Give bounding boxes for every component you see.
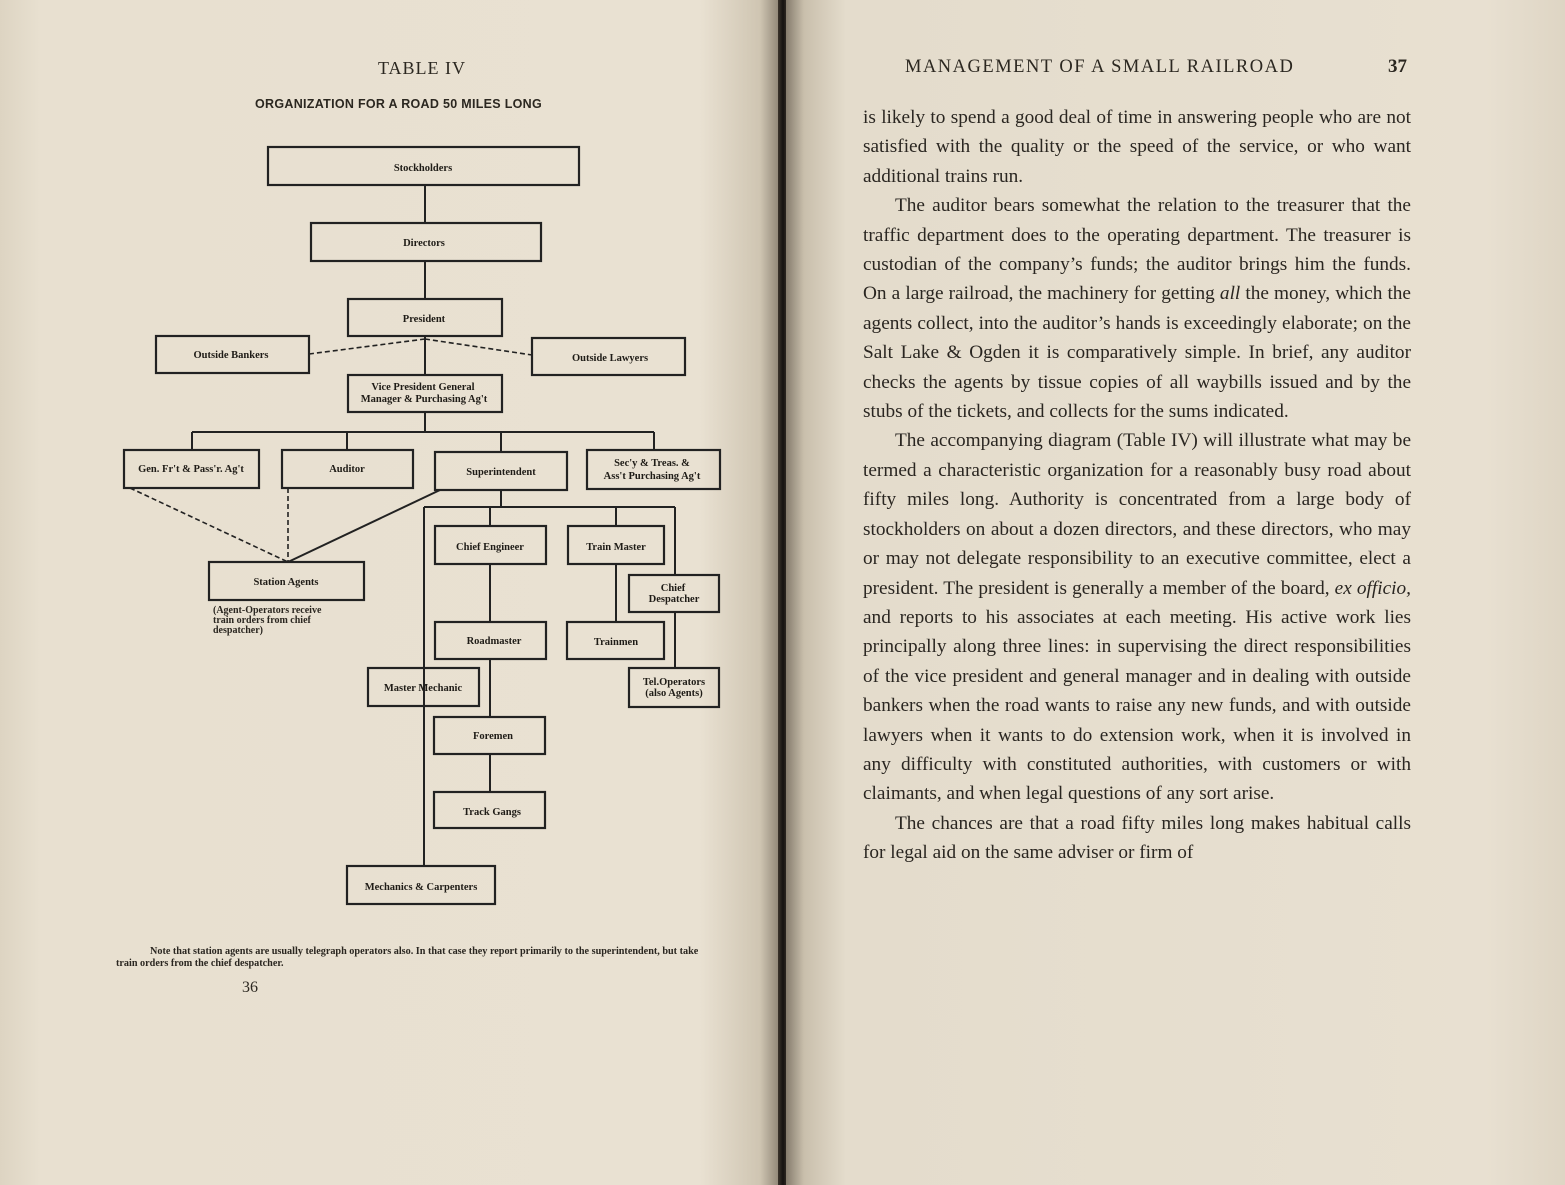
label-tel-operators-line1: Tel.Operators (642, 677, 706, 688)
dashed-genfrt-agents (130, 488, 288, 562)
dashed-president-lawyers (425, 339, 532, 355)
paragraph-3-part-a: The accompanying diagram (Table IV) will illustrate what may be termed a characteristic organization for a reasonably busy road about fifty miles long. Authority is concentrated from a large body of stockholders on about a dozen directors, and these directors, who may or may not delegate responsibility to an executive committee, elect a president. The president is generally a member of the board, (863, 430, 1411, 599)
paragraph-3-part-b: and reports to his associates at each meeting. His active work lies principally along three lines: in supervising the direct responsibilities of the vice president and general manager and in dealing with outside bankers when the road wants to raise any new funds, and with outside lawyers when it wants to do extension work, when it is involved in any difficulty with constituted authorities, with customers or with claimants, and when legal questions of any sort arise. (863, 606, 1411, 805)
label-train-master: Train Master (586, 542, 646, 553)
paragraph-2-part-a: The auditor bears somewhat the relation to the treasurer that the traffic department does to the operating department. The treasurer is custodian of the company’s funds; the auditor brings him the funds. On a large railroad, the machinery for getting (863, 195, 1411, 305)
label-trainmen: Trainmen (593, 637, 639, 648)
station-agents-note: (Agent-Operators receive train orders from chief despatcher) (213, 605, 322, 636)
page-number-right: 37 (1388, 56, 1407, 77)
body-text (863, 103, 1411, 868)
label-vp-line1: Vice President General (371, 382, 475, 393)
label-stockholders: Stockholders (393, 163, 453, 174)
label-track-gangs: Track Gangs (463, 807, 521, 818)
table-label: TABLE IV (378, 58, 467, 78)
label-chief-engineer: Chief Engineer (456, 542, 524, 553)
label-superintendent: Superintendent (466, 467, 536, 478)
label-outside-lawyers: Outside Lawyers (571, 353, 649, 364)
label-secy-line1: Sec'y & Treas. & (614, 458, 690, 469)
paragraph-2 (863, 191, 1411, 426)
paragraph-2-part-b: the money, which the agents collect, into the auditor’s hands is exceedingly elaborate; on the Salt Lake & Ogden it is comparatively simple. In brief, any auditor checks the agents by tissue copies of all waybills issued and by the stubs of the tickets, and collects for the sums indicated. (863, 283, 1411, 423)
paragraph-1: is likely to spend a good deal of time in answering people who are not satisfied with the quality or the speed of the service, or who want additional trains run. (863, 107, 1411, 187)
box-secy-treasurer (587, 450, 720, 489)
label-secy-line2: Ass't Purchasing Ag't (603, 471, 701, 482)
label-gen-frt-pass-agent: Gen. Fr't & Pass'r. Ag't (138, 464, 244, 475)
dashed-president-bankers (309, 339, 425, 354)
label-chief-despatcher-line2: Despatcher (648, 594, 700, 605)
label-outside-bankers: Outside Bankers (193, 350, 269, 361)
paragraph-4: The chances are that a road fifty miles long makes habitual calls for legal aid on the same adviser or firm of (863, 812, 1411, 864)
label-vp-line2: Manager & Purchasing Ag't (360, 394, 488, 405)
organization-chart (0, 0, 780, 1185)
label-chief-despatcher-line1: Chief (660, 583, 686, 594)
chart-title: ORGANIZATION FOR A ROAD 50 MILES LONG (255, 97, 543, 111)
label-roadmaster: Roadmaster (466, 636, 522, 647)
paragraph-3-emphasis: ex officio, (1334, 577, 1411, 599)
page-number-left: 36 (242, 979, 258, 996)
running-head: MANAGEMENT OF A SMALL RAILROAD (905, 57, 1295, 77)
connector-super-agents (288, 490, 440, 562)
label-foremen: Foremen (472, 731, 514, 742)
footnote: Note that station agents are usually telegraph operators also. In that case they report primarily to the superintendent, but take train orders from the chief despatcher. (116, 946, 699, 969)
label-station-agents: Station Agents (253, 577, 319, 588)
label-auditor: Auditor (329, 464, 365, 475)
label-president: President (402, 314, 446, 325)
paragraph-2-emphasis: all (1219, 283, 1241, 305)
label-tel-operators-line2: (also Agents) (645, 688, 703, 699)
label-mechanics-carpenters: Mechanics & Carpenters (364, 882, 478, 893)
paragraph-3 (863, 426, 1411, 808)
label-directors: Directors (403, 238, 445, 249)
label-master-mechanic: Master Mechanic (383, 683, 463, 694)
